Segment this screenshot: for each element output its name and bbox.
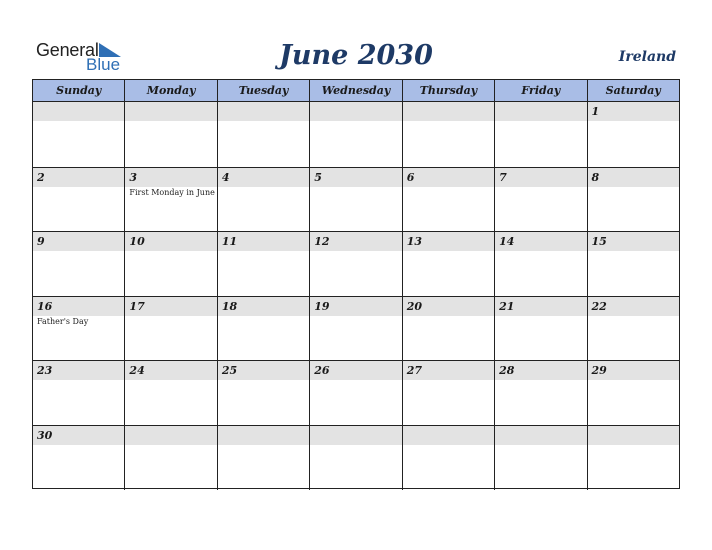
- day-number: 8: [591, 170, 600, 184]
- week-row: [33, 425, 679, 490]
- date-band: [588, 168, 679, 187]
- day-cell: [587, 102, 679, 167]
- day-cell: [402, 168, 494, 232]
- day-cell: [124, 426, 216, 490]
- day-cell: [309, 426, 401, 490]
- day-cell: [217, 361, 309, 425]
- day-number: 9: [37, 235, 45, 249]
- day-number: 4: [221, 170, 230, 184]
- day-cell: [309, 297, 401, 361]
- day-number: 16: [37, 299, 53, 313]
- day-cell: [33, 297, 124, 361]
- day-cell: [217, 232, 309, 296]
- date-band: [495, 426, 586, 445]
- holiday-event: First Monday in June: [129, 187, 215, 197]
- day-cell: [587, 297, 679, 361]
- week-row: [33, 360, 679, 425]
- date-band: [33, 232, 124, 251]
- weekday-header-row: [33, 80, 679, 102]
- country-label: Ireland: [618, 49, 676, 65]
- logo-general-text: General: [36, 40, 99, 60]
- day-number: 30: [37, 428, 53, 442]
- day-cell: [402, 361, 494, 425]
- date-band: [588, 426, 679, 445]
- day-cell: [494, 168, 586, 232]
- weekday-monday: Monday: [124, 80, 216, 101]
- date-band: [125, 426, 216, 445]
- day-cell: [124, 102, 216, 167]
- day-number: 1: [591, 105, 600, 118]
- date-band: [33, 168, 124, 187]
- day-cell: [402, 102, 494, 167]
- day-cell: [217, 168, 309, 232]
- date-band: [403, 168, 494, 187]
- date-band: [33, 102, 124, 121]
- day-cell: [587, 426, 679, 490]
- day-number: 24: [129, 364, 145, 378]
- day-number: 21: [499, 299, 515, 313]
- day-number: 7: [499, 170, 507, 184]
- week-row: [33, 102, 679, 167]
- weekday-wednesday: Wednesday: [309, 80, 401, 101]
- day-number: 22: [591, 299, 607, 313]
- day-cell: [587, 361, 679, 425]
- date-band: [495, 168, 586, 187]
- day-cell: [124, 361, 216, 425]
- day-number: 15: [591, 235, 607, 249]
- holiday-event: Father's Day: [37, 316, 89, 326]
- day-cell: [587, 232, 679, 296]
- day-cell: [309, 232, 401, 296]
- weekday-saturday: Saturday: [587, 80, 679, 101]
- date-band: [495, 102, 586, 121]
- week-row: [33, 167, 679, 232]
- day-number: 10: [129, 235, 145, 249]
- logo-blue-text: Blue: [86, 55, 121, 74]
- day-cell: [402, 297, 494, 361]
- day-cell: [217, 426, 309, 490]
- day-cell: [494, 361, 586, 425]
- date-band: [310, 102, 401, 121]
- weekday-sunday: Sunday: [56, 84, 102, 97]
- date-band: [310, 168, 401, 187]
- day-cell: [587, 168, 679, 232]
- day-cell: [309, 168, 401, 232]
- day-cell: [309, 102, 401, 167]
- day-number: 26: [314, 364, 330, 378]
- day-cell: [309, 361, 401, 425]
- day-number: 29: [591, 364, 607, 378]
- day-cell: [33, 426, 124, 490]
- weekday-friday: Friday: [494, 80, 586, 101]
- day-cell: [33, 361, 124, 425]
- date-band: [588, 102, 679, 121]
- date-band: [218, 102, 309, 121]
- day-cell: [217, 102, 309, 167]
- day-number: 3: [129, 170, 138, 184]
- day-cell: [402, 426, 494, 490]
- day-number: 23: [37, 364, 53, 378]
- day-cell: [124, 232, 216, 296]
- day-cell: [217, 297, 309, 361]
- day-number: 2: [37, 170, 45, 184]
- day-number: 18: [221, 299, 238, 313]
- date-band: [403, 102, 494, 121]
- day-number: 12: [314, 235, 330, 249]
- date-band: [125, 168, 216, 187]
- day-cell: [33, 102, 124, 167]
- day-number: 11: [221, 235, 238, 249]
- day-number: 28: [499, 364, 515, 378]
- day-cell: [33, 168, 124, 232]
- weeks-container: [33, 102, 679, 490]
- day-number: 6: [406, 170, 415, 184]
- date-band: [403, 426, 494, 445]
- day-number: 20: [406, 299, 422, 313]
- day-cell: [402, 232, 494, 296]
- day-number: 25: [221, 364, 238, 378]
- day-cell: [494, 102, 586, 167]
- day-cell: [494, 297, 586, 361]
- date-band: [125, 102, 216, 121]
- day-cell: [124, 168, 216, 232]
- day-number: 14: [499, 235, 515, 249]
- day-cell: [124, 297, 216, 361]
- date-band: [310, 426, 401, 445]
- day-number: 17: [129, 299, 145, 313]
- week-row: [33, 296, 679, 361]
- calendar-title: June 2030: [279, 40, 433, 71]
- calendar-grid: [32, 79, 680, 489]
- day-number: 13: [406, 235, 422, 249]
- week-row: [33, 231, 679, 296]
- day-cell: [494, 232, 586, 296]
- weekday-tuesday: Tuesday: [217, 80, 309, 101]
- weekday-thursday: Thursday: [402, 80, 494, 101]
- day-number: 27: [406, 364, 422, 378]
- day-number: 5: [314, 170, 322, 184]
- day-number: 19: [314, 299, 330, 313]
- day-cell: [33, 232, 124, 296]
- day-cell: [494, 426, 586, 490]
- date-band: [218, 168, 309, 187]
- date-band: [218, 426, 309, 445]
